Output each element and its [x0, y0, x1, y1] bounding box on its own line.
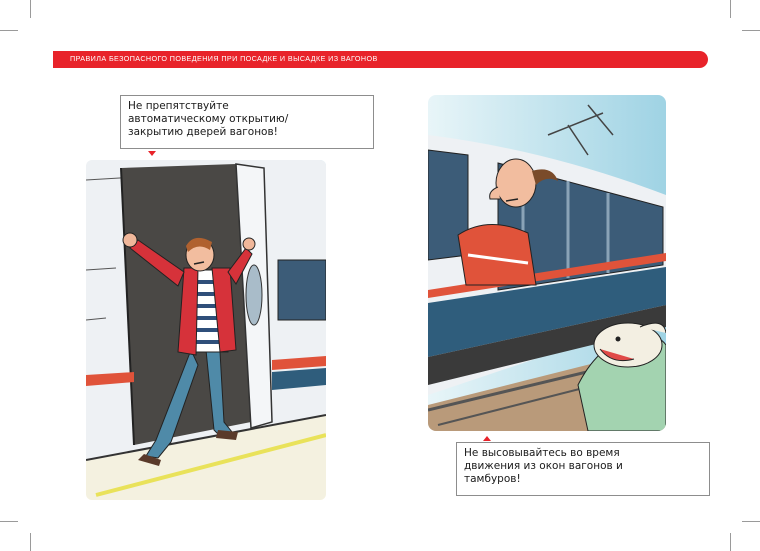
caption-line: автоматическому открытию/	[128, 113, 289, 125]
caption-box	[120, 95, 374, 149]
man-blocking-train-door-illustration	[86, 160, 326, 500]
crop-mark	[0, 521, 18, 522]
crop-mark	[730, 533, 731, 551]
crop-mark	[0, 30, 18, 31]
crop-mark	[30, 0, 31, 18]
caption-pointer	[483, 436, 491, 441]
header-banner	[53, 51, 708, 68]
caption-pointer	[148, 151, 156, 156]
crop-mark	[742, 30, 760, 31]
caption-line: Не высовывайтесь во время	[464, 447, 620, 459]
caption-line: движения из окон вагонов и	[464, 460, 623, 472]
caption-line: тамбуров!	[464, 473, 521, 485]
caption-line: закрытию дверей вагонов!	[128, 126, 278, 138]
caption-line: Не препятствуйте	[128, 100, 229, 112]
page-title: ПРАВИЛА БЕЗОПАСНОГО ПОВЕДЕНИЯ ПРИ ПОСАДКЕ И ВЫСАДКЕ ИЗ ВАГОНОВ	[70, 54, 378, 63]
crop-mark	[742, 521, 760, 522]
caption-box	[456, 442, 710, 496]
man-leaning-out-of-train-window-illustration	[428, 95, 666, 431]
crop-mark	[730, 0, 731, 18]
crop-mark	[30, 533, 31, 551]
